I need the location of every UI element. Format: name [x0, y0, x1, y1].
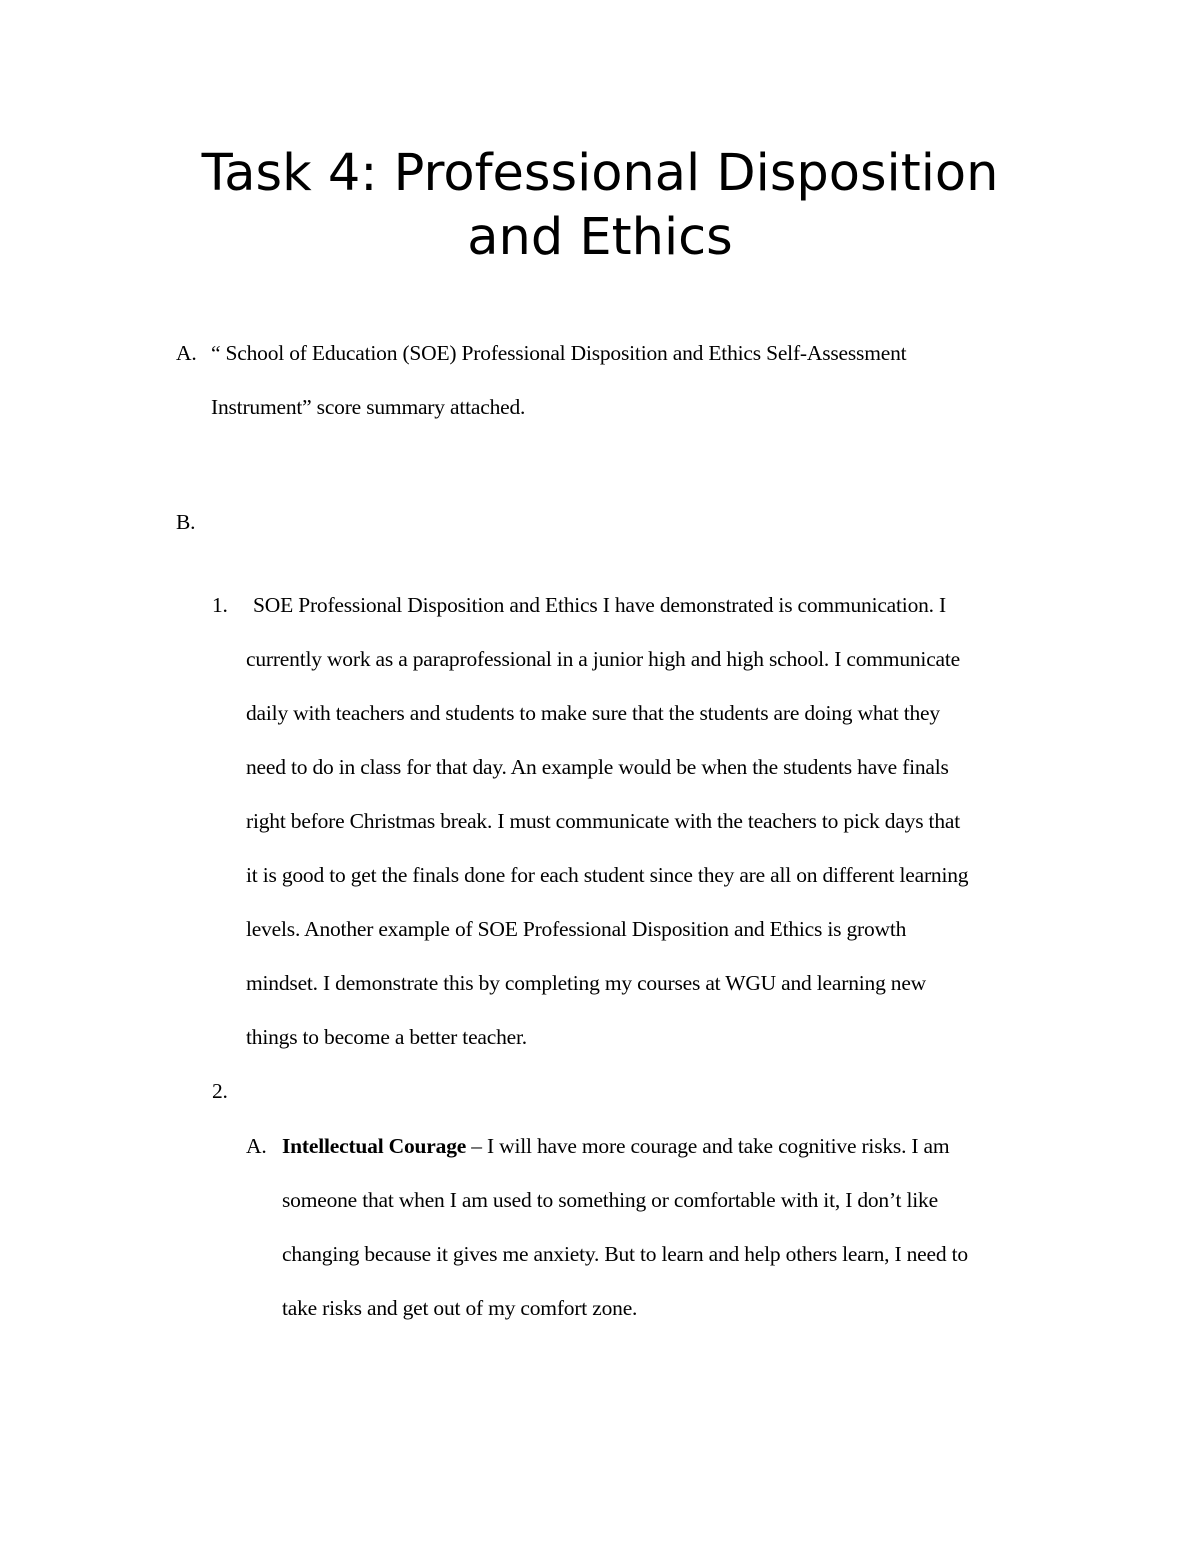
item-2a-marker: A. [246, 1134, 267, 1158]
section-a-line-2: Instrument” score summary attached. [211, 395, 526, 419]
item-2a-line-3: changing because it gives me anxiety. But to learn and help others learn, I need to [282, 1242, 968, 1266]
item-1-line-7: levels. Another example of SOE Professional Disposition and Ethics is growth [246, 917, 907, 941]
item-2a-line-2: someone that when I am used to something or comfortable with it, I don’t like [282, 1188, 938, 1212]
item-1-line-8: mindset. I demonstrate this by completing my courses at WGU and learning new [246, 971, 927, 995]
item-1-line-9: things to become a better teacher. [246, 1025, 527, 1049]
item-1-line-6: it is good to get the finals done for each student since they are all on different learning [246, 863, 969, 887]
page-title-line-2: and Ethics [467, 208, 733, 267]
item-2a-line-1 [282, 1134, 949, 1158]
item-1-line-4: need to do in class for that day. An example would be when the students have finals [246, 755, 949, 779]
item-1-line-3: daily with teachers and students to make sure that the students are doing what they [246, 701, 940, 725]
item-2a-line-4: take risks and get out of my comfort zone. [282, 1296, 638, 1320]
intellectual-courage-heading: Intellectual Courage [282, 1134, 467, 1158]
item-1-marker: 1. [212, 593, 228, 617]
item-1-line-2: currently work as a paraprofessional in a junior high and high school. I communicate [246, 647, 960, 671]
section-a-marker: A. [176, 341, 197, 365]
item-2-marker: 2. [212, 1079, 228, 1103]
page-title-line-1: Task 4: Professional Disposition [201, 144, 999, 203]
section-b-marker: B. [176, 510, 196, 534]
section-a-line-1: “ School of Education (SOE) Professional Disposition and Ethics Self-Assessment [211, 341, 907, 365]
item-1-line-5: right before Christmas break. I must communicate with the teachers to pick days that [246, 809, 960, 833]
item-1-line-1: SOE Professional Disposition and Ethics I have demonstrated is communication. I [253, 593, 946, 617]
item-2a-line-1-rest: – I will have more courage and take cognitive risks. I am [466, 1134, 950, 1158]
